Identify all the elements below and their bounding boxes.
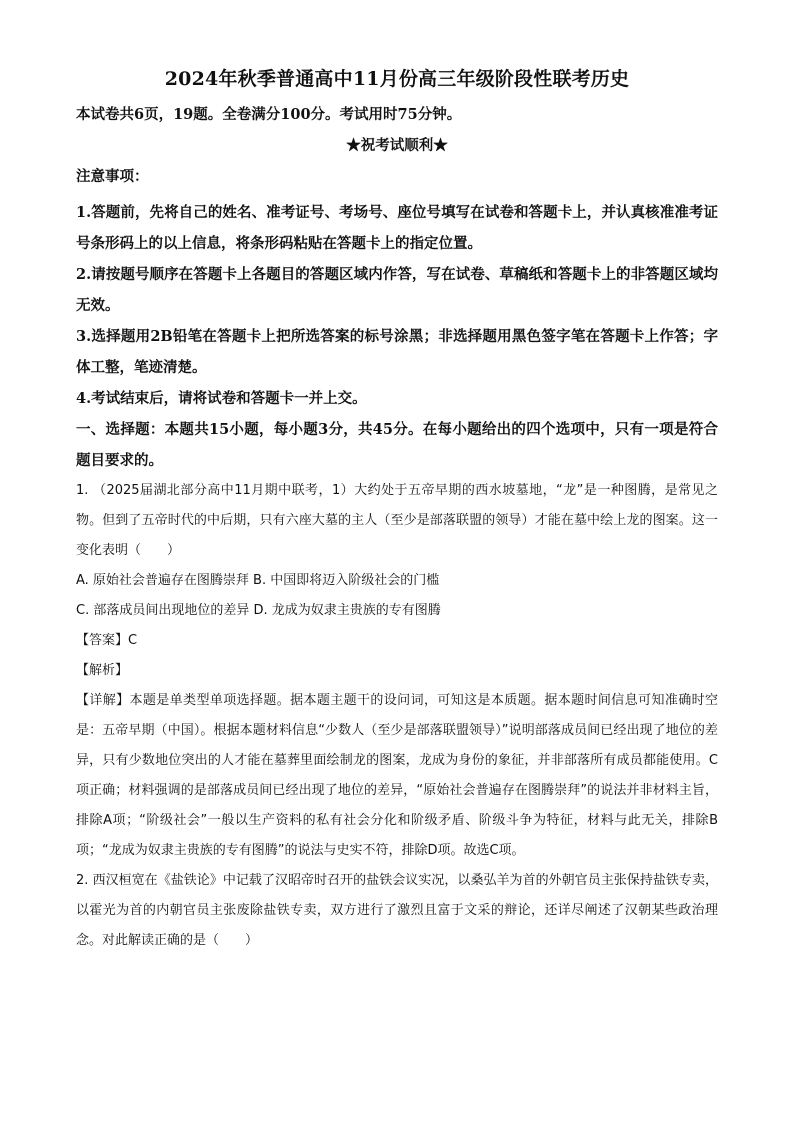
question-1-options-cd: C. 部落成员间出现地位的差异 D. 龙成为奴隶主贵族的专有图腾 xyxy=(76,603,441,618)
question-1-stem: 1. （2025届湖北部分高中11月期中联考，1）大约处于五帝早期的西水坡墓地，“龙”是一种图腾，是常见之物。但到了五帝时代的中后期，只有六座大墓的主人（至少是部落联盟的领导）才能在墓中绘上龙的图案。这一变化表明（ ） xyxy=(76,483,718,558)
notice-item: 3.选择题用2B铅笔在答题卡上把所选答案的标号涂黑；非选择题用黑色签字笔在答题卡上作答；字体工整，笔迹清楚。 xyxy=(76,328,718,376)
notice-item: 2.请按题号顺序在答题卡上各题目的答题区域内作答，写在试卷、草稿纸和答题卡上的非答题区域均无效。 xyxy=(76,266,718,314)
section-heading: 一、选择题：本题共15小题，每小题3分，共45分。在每小题给出的四个选项中，只有一项是符合题目要求的。 xyxy=(76,421,718,469)
notice-item: 4.考试结束后，请将试卷和答题卡一并上交。 xyxy=(76,390,367,407)
question-1-options-ab: A. 原始社会普遍存在图腾崇拜 B. 中国即将迈入阶级社会的门槛 xyxy=(76,573,440,588)
notice-heading: 注意事项： xyxy=(76,168,149,185)
answer-label: 【答案】C xyxy=(76,633,138,648)
page-title: 2024年秋季普通高中11月份高三年级阶段性联考历史 xyxy=(164,68,630,90)
question-1-detail: 【详解】本题是单类型单项选择题。据本题主题干的设问词，可知这是本质题。据本题时间信息可知准确时空是：五帝早期（中国）。根据本题材料信息“少数人（至少是部落联盟领导）”说明部落成员间已经出现了地位的差异，只有少数地位突出的人才能在墓葬里面绘制龙的图案，龙成为身份的象征，并非部落所有成员都能使用。C项正确；材料强调的是部落成员间已经出现了地位的差异，“原始社会普遍存在图腾崇拜”的说法并非材料主旨，排除A项；“阶级社会”一般以生产资料的私有社会分化和阶级矛盾、阶级斗争为特征，材料与此无关，排除B项；“龙成为奴隶主贵族的专有图腾”的说法与史实不符，排除D项。故选C项。 xyxy=(76,693,718,858)
question-2-stem: 2. 西汉桓宽在《盐铁论》中记载了汉昭帝时召开的盐铁会议实况，以桑弘羊为首的外朝官员主张保持盐铁专卖，以霍光为首的内朝官员主张废除盐铁专卖，双方进行了激烈且富于文采的辩论，还详尽阐述了汉朝某些政治理念。对此解读正确的是（ ） xyxy=(76,873,718,948)
notice-item: 1.答题前，先将自己的姓名、准考证号、考场号、座位号填写在试卷和答题卡上，并认真核准准考证号条形码上的以上信息，将条形码粘贴在答题卡上的指定位置。 xyxy=(76,204,718,252)
analysis-label: 【解析】 xyxy=(76,663,129,678)
good-luck-banner: ★祝考试顺利★ xyxy=(346,137,448,154)
exam-intro: 本试卷共6页，19题。全卷满分100分。考试用时75分钟。 xyxy=(76,106,462,123)
